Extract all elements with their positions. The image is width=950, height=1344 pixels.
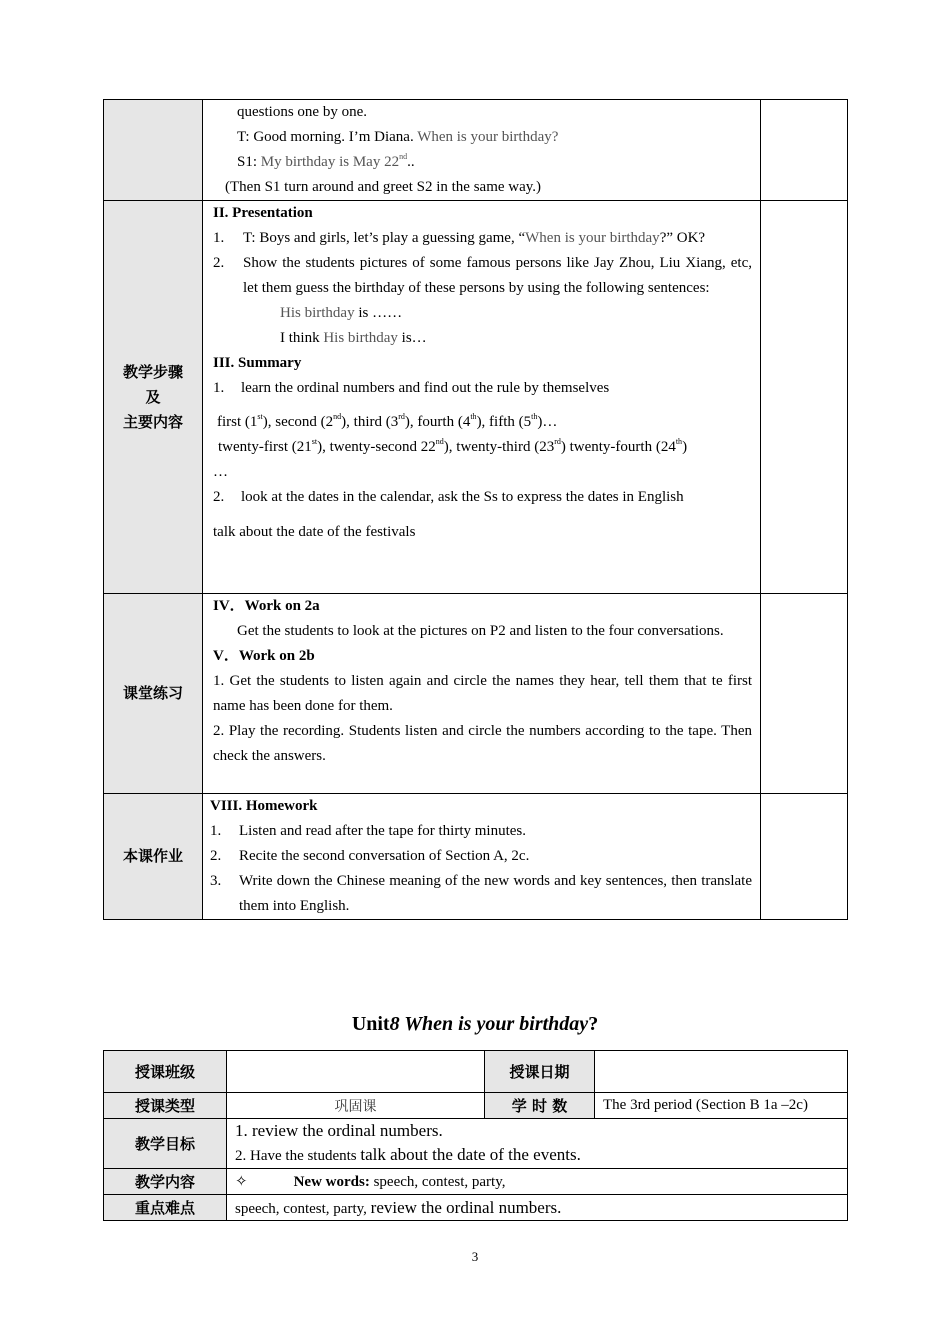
type-value: 巩固课 — [227, 1093, 485, 1119]
item-number: 1. — [210, 823, 222, 839]
example-sentence: I think His birthday is… — [280, 330, 427, 346]
presentation-item — [213, 251, 752, 301]
key-cell: speech, contest, party, review the ordinal numbers. — [227, 1195, 848, 1221]
steps-label: 及 — [145, 387, 161, 406]
warmup-line: (Then S1 turn around and greet S2 in the same way.) — [225, 179, 542, 195]
summary-heading: III. Summary — [213, 355, 302, 371]
practice-item: 2. Play the recording. Students listen and circle the numbers according to the tape. Then check the answers. — [213, 723, 752, 764]
warmup-line — [225, 125, 752, 150]
date-label: 授课日期 — [485, 1051, 595, 1093]
answer-text: My birthday is May 22 — [260, 154, 400, 170]
item-number: 2. — [213, 255, 225, 271]
item-text: Show the students pictures of some famous persons like Jay Zhou, Liu Xiang, etc, let them guess the birthday of these persons by using the following sentences: — [243, 255, 752, 296]
practice-item: 1. Get the students to listen again and circle the names they hear, tell them that te first name has been done for them. — [213, 673, 752, 714]
homework-row — [104, 794, 848, 920]
class-label: 授课班级 — [104, 1051, 227, 1093]
item-text: T: Boys and girls, let’s play a guessing game, “ — [243, 230, 526, 246]
period-label: 学 时 数 — [485, 1093, 595, 1119]
item-text: learn the ordinal numbers and find out the rule by themselves — [241, 380, 610, 396]
presentation-heading: II. Presentation — [213, 205, 313, 221]
ordinals-line: twenty-first (21st), twenty-second 22nd), twenty-third (23rd) twenty-fourth (24th) — [218, 437, 688, 455]
item-text: Recite the second conversation of Section A, 2c. — [239, 848, 530, 864]
homework-item — [210, 869, 752, 919]
question-text: When is your birthday? — [417, 129, 559, 145]
lesson-info-table — [103, 1050, 848, 1221]
info-row — [104, 1051, 848, 1093]
goal-line: 1. review the ordinal numbers. — [235, 1121, 443, 1140]
student-prefix: S1: — [237, 154, 261, 170]
info-row — [104, 1195, 848, 1221]
key-label: 重点难点 — [104, 1195, 227, 1221]
item-number: 1. — [213, 230, 225, 246]
practice-label: 课堂练习 — [104, 594, 203, 794]
ordinals-line: … — [213, 464, 228, 480]
item-number: 1. — [213, 380, 225, 396]
presentation-row — [104, 201, 848, 594]
warmup-row — [104, 100, 848, 201]
practice-content-cell — [203, 594, 761, 794]
content-label: 教学内容 — [104, 1169, 227, 1195]
homework-item — [210, 819, 752, 844]
practice-heading: IV．Work on 2a — [213, 598, 320, 614]
goal-line: 2. Have the students talk about the date of the events. — [235, 1145, 581, 1164]
practice-paragraph: Get the students to look at the pictures on P2 and listen to the four conversations. — [237, 623, 724, 639]
item-number: 2. — [213, 489, 225, 505]
homework-content-cell — [203, 794, 761, 920]
steps-label: 教学步骤 — [122, 362, 183, 381]
practice-heading: V．Work on 2b — [213, 648, 315, 664]
question-text: When is your birthday — [525, 230, 660, 246]
warmup-line: questions one by one. — [237, 104, 367, 120]
presentation-content-cell — [203, 201, 761, 594]
answer-sup: nd — [399, 152, 408, 161]
steps-label-cell — [104, 201, 203, 594]
teacher-line: T: Good morning. I’m Diana. — [237, 129, 418, 145]
summary-last-line: talk about the date of the festivals — [213, 524, 416, 540]
item-text: ?” OK? — [659, 230, 706, 246]
item-text: Write down the Chinese meaning of the new words and key sentences, then translate them into English. — [239, 873, 752, 914]
info-row — [104, 1093, 848, 1119]
notes-cell — [761, 100, 848, 201]
homework-label: 本课作业 — [104, 794, 203, 920]
homework-heading: VIII. Homework — [210, 798, 318, 814]
goal-cell — [227, 1119, 848, 1169]
presentation-item — [213, 226, 752, 251]
date-value — [595, 1051, 848, 1093]
page-number: 3 — [471, 1249, 479, 1264]
info-row — [104, 1169, 848, 1195]
notes-cell — [761, 794, 848, 920]
bullet-icon: ✧ — [235, 1174, 248, 1190]
goal-label: 教学目标 — [104, 1119, 227, 1169]
item-number: 2. — [210, 848, 222, 864]
info-row — [104, 1119, 848, 1169]
class-value — [227, 1051, 485, 1093]
notes-cell — [761, 201, 848, 594]
summary-item — [213, 485, 752, 510]
warmup-label-cell — [104, 100, 203, 201]
period-value: The 3rd period (Section B 1a –2c) — [595, 1093, 848, 1119]
warmup-content-cell — [203, 100, 761, 201]
warmup-line — [225, 150, 752, 175]
ordinals-line: first (1st), second (2nd), third (3rd), fourth (4th), fifth (5th)… — [217, 412, 558, 430]
homework-item — [210, 844, 752, 869]
answer-end: .. — [407, 154, 415, 170]
item-text: look at the dates in the calendar, ask the Ss to express the dates in English — [241, 489, 684, 505]
item-text: Listen and read after the tape for thirty minutes. — [239, 823, 526, 839]
notes-cell — [761, 594, 848, 794]
practice-row — [104, 594, 848, 794]
steps-label: 主要内容 — [122, 412, 183, 431]
item-number: 3. — [210, 873, 222, 889]
summary-item — [213, 376, 752, 401]
lesson-steps-table — [103, 99, 848, 920]
type-label: 授课类型 — [104, 1093, 227, 1119]
content-cell: ✧ New words: speech, contest, party, — [227, 1169, 848, 1195]
example-sentence: His birthday is …… — [280, 305, 403, 321]
unit-title: Unit8 When is your birthday? — [351, 1013, 599, 1035]
